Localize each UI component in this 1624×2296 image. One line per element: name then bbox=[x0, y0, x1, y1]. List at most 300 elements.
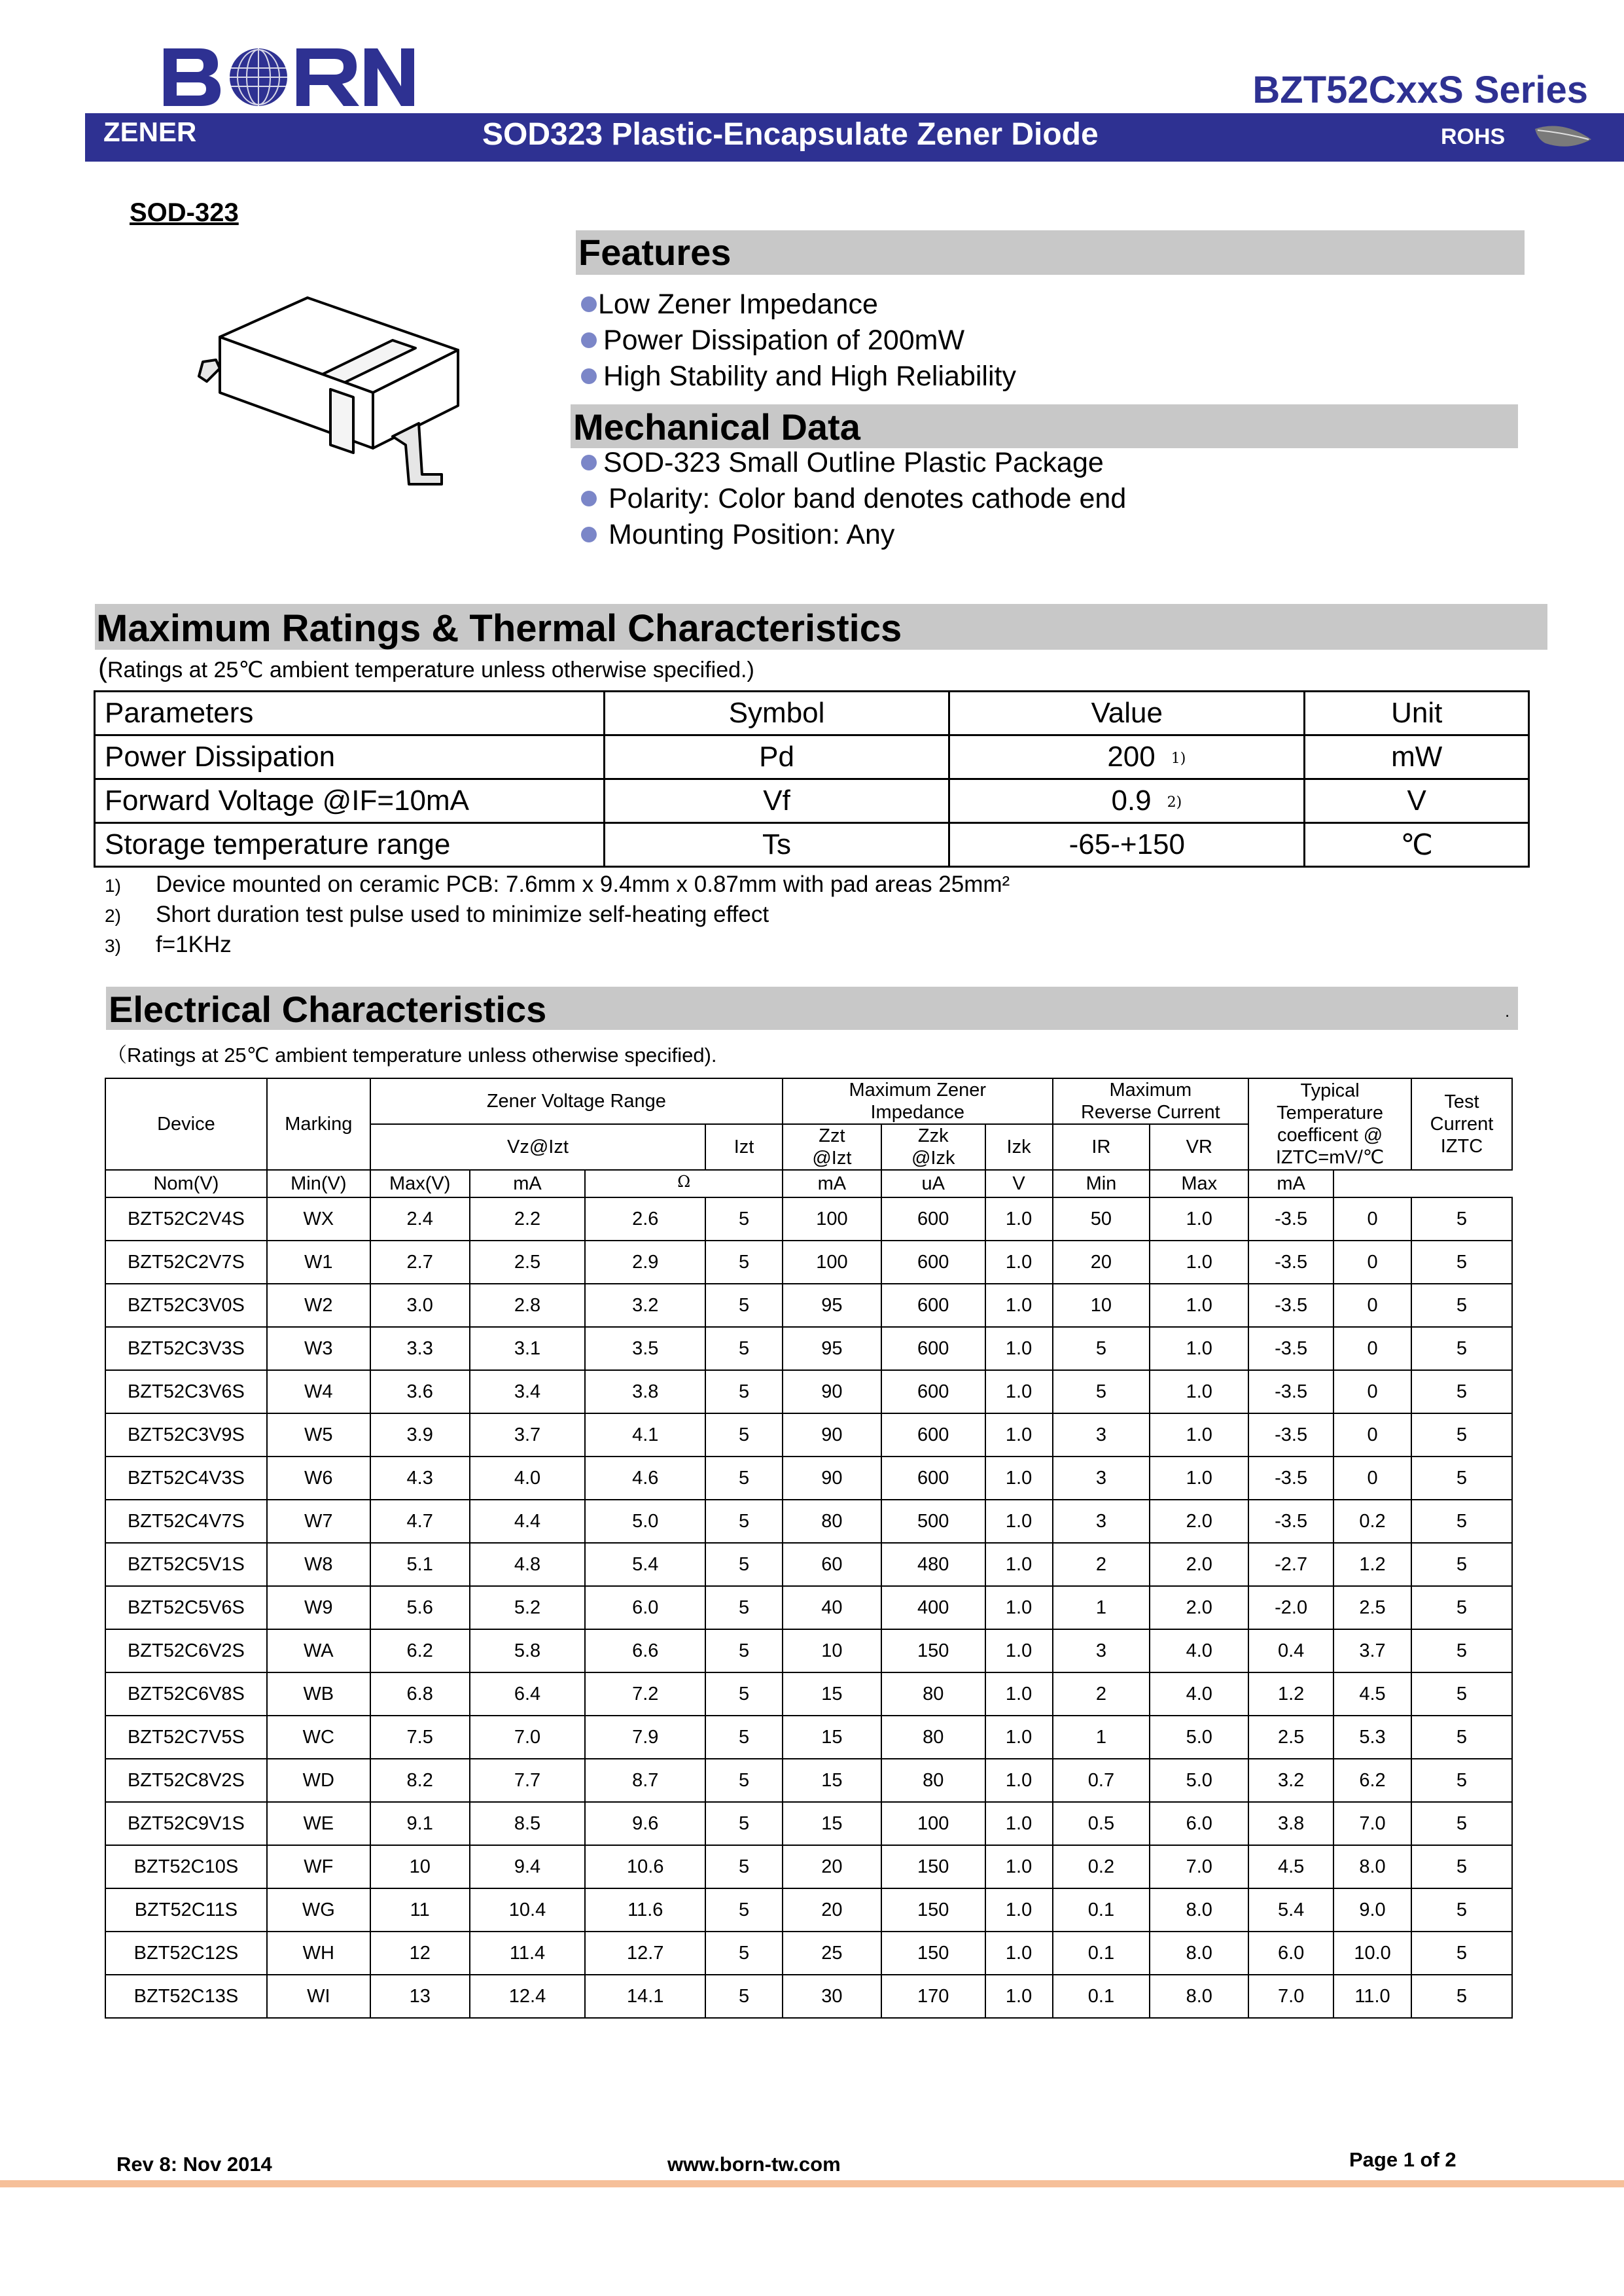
table-cell: 1.0 bbox=[985, 1845, 1053, 1888]
table-cell: BZT52C2V7S bbox=[105, 1241, 267, 1284]
list-item: High Stability and High Reliability bbox=[581, 359, 1016, 395]
column-header: Izt bbox=[705, 1124, 783, 1170]
table-cell: BZT52C6V2S bbox=[105, 1629, 267, 1672]
table-cell: 150 bbox=[881, 1888, 985, 1932]
electrical-heading: Electrical Characteristics bbox=[106, 987, 1518, 1030]
table-cell: 80 bbox=[783, 1500, 881, 1543]
table-cell: WE bbox=[267, 1802, 370, 1845]
table-cell: 95 bbox=[783, 1327, 881, 1370]
bullet-icon bbox=[581, 296, 597, 312]
table-cell: BZT52C12S bbox=[105, 1932, 267, 1975]
table-row bbox=[105, 1932, 1512, 1975]
table-cell: 2.5 bbox=[1248, 1716, 1333, 1759]
table-cell: 0.9 $^{2)}$ bbox=[949, 779, 1305, 823]
table-cell: -3.5 bbox=[1248, 1197, 1333, 1241]
table-cell: 3.2 bbox=[585, 1284, 705, 1327]
table-cell: 10 bbox=[370, 1845, 470, 1888]
table-cell: 10 bbox=[783, 1629, 881, 1672]
table-cell: 5 bbox=[705, 1197, 783, 1241]
table-cell: WB bbox=[267, 1672, 370, 1716]
table-cell: -3.5 bbox=[1248, 1457, 1333, 1500]
table-cell: W3 bbox=[267, 1327, 370, 1370]
table-cell: WI bbox=[267, 1975, 370, 2018]
table-cell: -3.5 bbox=[1248, 1413, 1333, 1457]
column-header: Marking bbox=[267, 1078, 370, 1170]
table-row bbox=[105, 1500, 1512, 1543]
table-cell: 10.4 bbox=[470, 1888, 586, 1932]
column-header: Parameters bbox=[95, 692, 605, 735]
table-cell: BZT52C5V6S bbox=[105, 1586, 267, 1629]
table-cell: 5 bbox=[705, 1370, 783, 1413]
table-cell: 1.0 bbox=[1150, 1457, 1248, 1500]
series-title: BZT52CxxS Series bbox=[1252, 69, 1588, 111]
table-cell: WA bbox=[267, 1629, 370, 1672]
table-cell: V bbox=[1305, 779, 1529, 823]
column-header: Izk bbox=[985, 1124, 1053, 1170]
table-cell: 5 bbox=[705, 1802, 783, 1845]
table-cell: 13 bbox=[370, 1975, 470, 2018]
table-cell: 500 bbox=[881, 1500, 985, 1543]
table-cell: -3.5 bbox=[1248, 1284, 1333, 1327]
table-cell: W6 bbox=[267, 1457, 370, 1500]
table-cell: 2.0 bbox=[1150, 1500, 1248, 1543]
table-cell: 4.3 bbox=[370, 1457, 470, 1500]
unit-cell: Max bbox=[1150, 1170, 1248, 1197]
born-logo bbox=[160, 43, 415, 109]
table-cell: 5 bbox=[705, 1543, 783, 1586]
table-cell: WX bbox=[267, 1197, 370, 1241]
table-cell: 2.9 bbox=[585, 1241, 705, 1284]
table-cell: 4.0 bbox=[1150, 1672, 1248, 1716]
table-cell: 6.2 bbox=[370, 1629, 470, 1672]
table-cell: BZT52C10S bbox=[105, 1845, 267, 1888]
table-cell: 5 bbox=[705, 1759, 783, 1802]
unit-cell: Min bbox=[1053, 1170, 1150, 1197]
table-cell: 11.0 bbox=[1333, 1975, 1411, 2018]
table-cell: W7 bbox=[267, 1500, 370, 1543]
table-cell: 5.6 bbox=[370, 1586, 470, 1629]
table-row bbox=[105, 1284, 1512, 1327]
table-cell: 1.0 bbox=[985, 1197, 1053, 1241]
table-cell: 0.1 bbox=[1053, 1975, 1150, 2018]
table-cell: 5 bbox=[705, 1716, 783, 1759]
table-cell: 5 bbox=[1411, 1932, 1512, 1975]
footnote: 1) Device mounted on ceramic PCB: 7.6mm x 9.4mm x 0.87mm with pad areas 25mm² bbox=[105, 872, 1010, 897]
table-cell: 150 bbox=[881, 1629, 985, 1672]
table-cell: 90 bbox=[783, 1457, 881, 1500]
unit-cell: Ω bbox=[585, 1170, 783, 1197]
table-cell: 15 bbox=[783, 1802, 881, 1845]
table-cell: 0.4 bbox=[1248, 1629, 1333, 1672]
table-cell: 5 bbox=[705, 1672, 783, 1716]
table-cell: 1 bbox=[1053, 1586, 1150, 1629]
list-item: Power Dissipation of 200mW bbox=[581, 323, 1016, 359]
website-link[interactable]: www.born-tw.com bbox=[667, 2153, 841, 2176]
table-cell: 5 bbox=[1411, 1716, 1512, 1759]
table-cell: 80 bbox=[881, 1716, 985, 1759]
table-cell: 2 bbox=[1053, 1543, 1150, 1586]
table-cell: 5.0 bbox=[585, 1500, 705, 1543]
table-cell: 5 bbox=[705, 1284, 783, 1327]
table-cell: 0.1 bbox=[1053, 1888, 1150, 1932]
table-cell: 20 bbox=[783, 1845, 881, 1888]
footnote: 2) Short duration test pulse used to minimize self-heating effect bbox=[105, 902, 769, 927]
table-cell: 2.2 bbox=[470, 1197, 586, 1241]
table-cell: Power Dissipation bbox=[95, 735, 605, 779]
table-cell: 1.2 bbox=[1248, 1672, 1333, 1716]
unit-cell: mA bbox=[1248, 1170, 1333, 1197]
table-cell: 0.5 bbox=[1053, 1802, 1150, 1845]
table-cell: BZT52C6V8S bbox=[105, 1672, 267, 1716]
features-heading: Features bbox=[576, 230, 1525, 275]
table-cell: 1.0 bbox=[1150, 1284, 1248, 1327]
table-cell: Pd bbox=[604, 735, 949, 779]
table-row bbox=[95, 779, 1529, 823]
max-ratings-heading: Maximum Ratings & Thermal Characteristics bbox=[95, 604, 1547, 650]
table-cell: -3.5 bbox=[1248, 1500, 1333, 1543]
table-cell: 8.7 bbox=[585, 1759, 705, 1802]
table-cell: 5 bbox=[705, 1586, 783, 1629]
table-cell: 5 bbox=[1411, 1327, 1512, 1370]
table-cell: 3.8 bbox=[1248, 1802, 1333, 1845]
table-row bbox=[95, 735, 1529, 779]
table-cell: 25 bbox=[783, 1932, 881, 1975]
table-cell: 100 bbox=[881, 1802, 985, 1845]
table-row bbox=[105, 1888, 1512, 1932]
table-cell: 2.6 bbox=[585, 1197, 705, 1241]
table-cell: BZT52C3V9S bbox=[105, 1413, 267, 1457]
table-cell: 5 bbox=[1411, 1500, 1512, 1543]
unit-cell: uA bbox=[881, 1170, 985, 1197]
table-cell: 80 bbox=[881, 1672, 985, 1716]
table-cell: 0 bbox=[1333, 1413, 1411, 1457]
table-cell: 9.6 bbox=[585, 1802, 705, 1845]
table-cell: BZT52C7V5S bbox=[105, 1716, 267, 1759]
table-cell: 50 bbox=[1053, 1197, 1150, 1241]
table-cell: 600 bbox=[881, 1457, 985, 1500]
table-cell: 90 bbox=[783, 1413, 881, 1457]
table-cell: 20 bbox=[1053, 1241, 1150, 1284]
table-row bbox=[95, 823, 1529, 867]
column-header: Zzt @Izt bbox=[783, 1124, 881, 1170]
table-header-row bbox=[95, 692, 1529, 735]
table-cell: 600 bbox=[881, 1327, 985, 1370]
table-cell: 150 bbox=[881, 1932, 985, 1975]
table-cell: 600 bbox=[881, 1241, 985, 1284]
page-number: Page 1 of 2 bbox=[1349, 2148, 1456, 2171]
column-header: IR bbox=[1053, 1124, 1150, 1170]
package-label: SOD-323 bbox=[130, 198, 239, 227]
table-cell: BZT52C5V1S bbox=[105, 1543, 267, 1586]
table-row bbox=[105, 1586, 1512, 1629]
table-cell: 3.0 bbox=[370, 1284, 470, 1327]
table-cell: Vf bbox=[604, 779, 949, 823]
table-cell: -2.0 bbox=[1248, 1586, 1333, 1629]
table-cell: 5.0 bbox=[1150, 1759, 1248, 1802]
table-cell: 8.0 bbox=[1150, 1932, 1248, 1975]
table-cell: 80 bbox=[881, 1759, 985, 1802]
table-cell: 9.0 bbox=[1333, 1888, 1411, 1932]
table-cell: -3.5 bbox=[1248, 1370, 1333, 1413]
column-header: Value bbox=[949, 692, 1305, 735]
list-item: Mounting Position: Any bbox=[581, 517, 1126, 553]
table-cell: 3.1 bbox=[470, 1327, 586, 1370]
table-cell: 600 bbox=[881, 1284, 985, 1327]
table-cell: 1.0 bbox=[1150, 1327, 1248, 1370]
table-cell: 1.0 bbox=[985, 1888, 1053, 1932]
table-row bbox=[105, 1241, 1512, 1284]
table-cell: 5 bbox=[1053, 1327, 1150, 1370]
unit-cell: V bbox=[985, 1170, 1053, 1197]
electrical-table-body bbox=[105, 1197, 1512, 2018]
max-ratings-note: (Ratings at 25℃ ambient temperature unless otherwise specified.) bbox=[98, 652, 754, 683]
table-cell: 2.5 bbox=[1333, 1586, 1411, 1629]
table-cell: 8.0 bbox=[1150, 1888, 1248, 1932]
table-cell: 600 bbox=[881, 1197, 985, 1241]
table-cell: 4.1 bbox=[585, 1413, 705, 1457]
table-cell: 8.0 bbox=[1333, 1845, 1411, 1888]
table-cell: 1.0 bbox=[985, 1457, 1053, 1500]
table-cell: -65-+150 bbox=[949, 823, 1305, 867]
column-header: Zener Voltage Range bbox=[370, 1078, 783, 1124]
table-cell: 40 bbox=[783, 1586, 881, 1629]
table-cell: 4.8 bbox=[470, 1543, 586, 1586]
table-cell: 1.0 bbox=[985, 1932, 1053, 1975]
unit-cell: mA bbox=[470, 1170, 586, 1197]
table-cell: 5 bbox=[1411, 1370, 1512, 1413]
table-cell: 60 bbox=[783, 1543, 881, 1586]
table-cell: 4.6 bbox=[585, 1457, 705, 1500]
table-cell: Ts bbox=[604, 823, 949, 867]
table-cell: 1.0 bbox=[985, 1759, 1053, 1802]
table-cell: mW bbox=[1305, 735, 1529, 779]
footnote: 3) f=1KHz bbox=[105, 932, 232, 957]
table-cell: 3.2 bbox=[1248, 1759, 1333, 1802]
table-cell: 5.3 bbox=[1333, 1716, 1411, 1759]
table-cell: 200 $^{1)}$ bbox=[949, 735, 1305, 779]
table-row bbox=[105, 1759, 1512, 1802]
table-cell: 10.0 bbox=[1333, 1932, 1411, 1975]
table-cell: 1.0 bbox=[985, 1500, 1053, 1543]
table-cell: 5.0 bbox=[1150, 1716, 1248, 1759]
table-cell: 1.0 bbox=[1150, 1241, 1248, 1284]
table-cell: 5 bbox=[1411, 1284, 1512, 1327]
table-cell: WG bbox=[267, 1888, 370, 1932]
table-cell: W1 bbox=[267, 1241, 370, 1284]
table-cell: 2.7 bbox=[370, 1241, 470, 1284]
table-cell: 3 bbox=[1053, 1413, 1150, 1457]
table-cell: 95 bbox=[783, 1284, 881, 1327]
table-row bbox=[105, 1327, 1512, 1370]
table-cell: 3 bbox=[1053, 1500, 1150, 1543]
table-cell: 15 bbox=[783, 1759, 881, 1802]
table-cell: 480 bbox=[881, 1543, 985, 1586]
table-cell: 3.3 bbox=[370, 1327, 470, 1370]
table-cell: 11.6 bbox=[585, 1888, 705, 1932]
table-cell: 1.0 bbox=[985, 1802, 1053, 1845]
table-cell: 14.1 bbox=[585, 1975, 705, 2018]
table-cell: 5.1 bbox=[370, 1543, 470, 1586]
footer-divider bbox=[0, 2180, 1624, 2187]
table-cell: 0.7 bbox=[1053, 1759, 1150, 1802]
table-cell: WD bbox=[267, 1759, 370, 1802]
table-cell: 5 bbox=[1411, 1845, 1512, 1888]
column-header: Maximum Zener Impedance bbox=[783, 1078, 1053, 1124]
table-cell: Storage temperature range bbox=[95, 823, 605, 867]
table-cell: -3.5 bbox=[1248, 1241, 1333, 1284]
table-cell: BZT52C11S bbox=[105, 1888, 267, 1932]
table-cell: 5 bbox=[1411, 1543, 1512, 1586]
table-cell: 5 bbox=[705, 1845, 783, 1888]
table-cell: 0 bbox=[1333, 1284, 1411, 1327]
table-cell: 1.0 bbox=[985, 1716, 1053, 1759]
table-cell: 0 bbox=[1333, 1197, 1411, 1241]
category-label: ZENER bbox=[103, 116, 197, 147]
table-cell: 1.0 bbox=[1150, 1370, 1248, 1413]
table-row bbox=[105, 1197, 1512, 1241]
table-cell: Forward Voltage @IF=10mA bbox=[95, 779, 605, 823]
table-cell: W4 bbox=[267, 1370, 370, 1413]
table-cell: 8.2 bbox=[370, 1759, 470, 1802]
table-cell: 90 bbox=[783, 1370, 881, 1413]
mechanical-heading: Mechanical Data bbox=[571, 404, 1518, 448]
electrical-table bbox=[105, 1078, 1513, 2019]
table-cell: 5.2 bbox=[470, 1586, 586, 1629]
table-cell: 5 bbox=[1411, 1975, 1512, 2018]
table-cell: 6.0 bbox=[1248, 1932, 1333, 1975]
table-cell: 1.0 bbox=[1150, 1197, 1248, 1241]
table-cell: 12.7 bbox=[585, 1932, 705, 1975]
table-cell: 600 bbox=[881, 1370, 985, 1413]
table-row bbox=[105, 1413, 1512, 1457]
sod323-package-drawing bbox=[196, 285, 484, 501]
table-cell: 5 bbox=[705, 1500, 783, 1543]
table-cell: 6.0 bbox=[585, 1586, 705, 1629]
table-cell: W9 bbox=[267, 1586, 370, 1629]
table-cell: 3.8 bbox=[585, 1370, 705, 1413]
table-cell: 100 bbox=[783, 1241, 881, 1284]
bullet-icon bbox=[581, 332, 597, 348]
table-cell: 9.4 bbox=[470, 1845, 586, 1888]
table-cell: 5.4 bbox=[1248, 1888, 1333, 1932]
table-cell: BZT52C13S bbox=[105, 1975, 267, 2018]
table-cell: W2 bbox=[267, 1284, 370, 1327]
table-cell: 400 bbox=[881, 1586, 985, 1629]
table-cell: 4.0 bbox=[470, 1457, 586, 1500]
table-cell: 2.8 bbox=[470, 1284, 586, 1327]
table-cell: 1.0 bbox=[985, 1327, 1053, 1370]
table-cell: 0 bbox=[1333, 1457, 1411, 1500]
table-cell: 1.0 bbox=[985, 1241, 1053, 1284]
table-row bbox=[105, 1845, 1512, 1888]
column-header: Symbol bbox=[604, 692, 949, 735]
table-cell: 3.6 bbox=[370, 1370, 470, 1413]
table-cell: 5 bbox=[1411, 1197, 1512, 1241]
column-header: Maximum Reverse Current bbox=[1053, 1078, 1249, 1124]
table-cell: 7.2 bbox=[585, 1672, 705, 1716]
product-title: SOD323 Plastic-Encapsulate Zener Diode bbox=[482, 117, 1099, 152]
rohs-label: ROHS bbox=[1441, 124, 1506, 149]
table-cell: 5 bbox=[1411, 1586, 1512, 1629]
table-cell: 1.0 bbox=[985, 1629, 1053, 1672]
table-cell: 5 bbox=[705, 1457, 783, 1500]
unit-cell: Nom(V) bbox=[105, 1170, 267, 1197]
table-cell: WF bbox=[267, 1845, 370, 1888]
table-cell: 600 bbox=[881, 1413, 985, 1457]
table-cell: 0.2 bbox=[1053, 1845, 1150, 1888]
table-cell: 7.0 bbox=[470, 1716, 586, 1759]
table-cell: 5 bbox=[1053, 1370, 1150, 1413]
table-cell: 4.7 bbox=[370, 1500, 470, 1543]
table-cell: 6.8 bbox=[370, 1672, 470, 1716]
table-cell: 5 bbox=[1411, 1241, 1512, 1284]
table-cell: BZT52C4V3S bbox=[105, 1457, 267, 1500]
table-cell: 5 bbox=[705, 1629, 783, 1672]
column-header: Test Current IZTC bbox=[1411, 1078, 1512, 1170]
table-cell: 2.0 bbox=[1150, 1543, 1248, 1586]
table-cell: 3.7 bbox=[1333, 1629, 1411, 1672]
table-cell: 1.0 bbox=[985, 1284, 1053, 1327]
table-cell: 5 bbox=[705, 1241, 783, 1284]
table-cell: ℃ bbox=[1305, 823, 1529, 867]
table-cell: 8.5 bbox=[470, 1802, 586, 1845]
table-cell: 1 bbox=[1053, 1716, 1150, 1759]
table-cell: 15 bbox=[783, 1716, 881, 1759]
table-cell: 4.5 bbox=[1333, 1672, 1411, 1716]
table-cell: 1.0 bbox=[985, 1413, 1053, 1457]
table-cell: 2.0 bbox=[1150, 1586, 1248, 1629]
column-header: Device bbox=[105, 1078, 267, 1170]
revision: Rev 8: Nov 2014 bbox=[116, 2153, 272, 2176]
column-header: VR bbox=[1150, 1124, 1248, 1170]
column-header: Unit bbox=[1305, 692, 1529, 735]
column-header: Vz@Izt bbox=[370, 1124, 705, 1170]
table-cell: 4.5 bbox=[1248, 1845, 1333, 1888]
table-cell: 6.6 bbox=[585, 1629, 705, 1672]
table-cell: 5 bbox=[1411, 1888, 1512, 1932]
table-cell: 0 bbox=[1333, 1327, 1411, 1370]
table-cell: 100 bbox=[783, 1197, 881, 1241]
table-cell: 170 bbox=[881, 1975, 985, 2018]
table-cell: 5 bbox=[1411, 1629, 1512, 1672]
table-cell: BZT52C2V4S bbox=[105, 1197, 267, 1241]
table-cell: 3.7 bbox=[470, 1413, 586, 1457]
table-cell: 0.2 bbox=[1333, 1500, 1411, 1543]
table-row bbox=[105, 1975, 1512, 2018]
table-cell: 11 bbox=[370, 1888, 470, 1932]
bullet-icon bbox=[581, 527, 597, 542]
table-cell: 1.0 bbox=[985, 1586, 1053, 1629]
unit-cell: Min(V) bbox=[267, 1170, 370, 1197]
table-cell: WH bbox=[267, 1932, 370, 1975]
table-cell: 5 bbox=[705, 1932, 783, 1975]
column-header: Typical Temperature coefficent @ IZTC=mV/℃ bbox=[1248, 1078, 1411, 1170]
table-cell: 7.9 bbox=[585, 1716, 705, 1759]
table-cell: BZT52C3V6S bbox=[105, 1370, 267, 1413]
table-cell: 11.4 bbox=[470, 1932, 586, 1975]
table-cell: BZT52C3V0S bbox=[105, 1284, 267, 1327]
table-cell: 6.2 bbox=[1333, 1759, 1411, 1802]
table-cell: 10.6 bbox=[585, 1845, 705, 1888]
table-cell: 3 bbox=[1053, 1629, 1150, 1672]
table-cell: 12.4 bbox=[470, 1975, 586, 2018]
table-cell: 7.0 bbox=[1248, 1975, 1333, 2018]
table-cell: 5 bbox=[705, 1975, 783, 2018]
table-cell: 1.0 bbox=[985, 1672, 1053, 1716]
table-cell: 7.7 bbox=[470, 1759, 586, 1802]
table-cell: 0 bbox=[1333, 1241, 1411, 1284]
table-row bbox=[105, 1629, 1512, 1672]
